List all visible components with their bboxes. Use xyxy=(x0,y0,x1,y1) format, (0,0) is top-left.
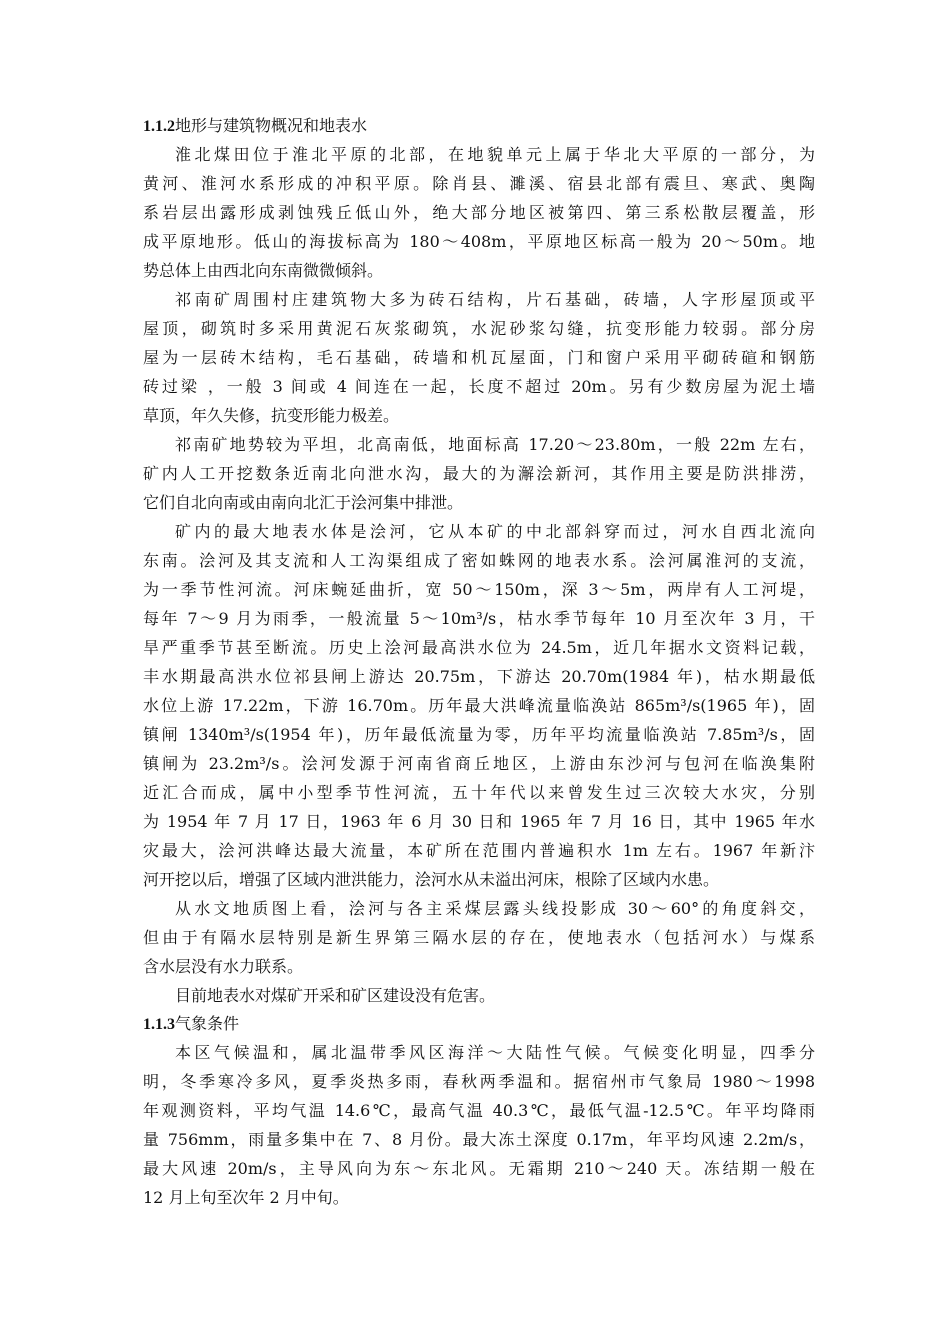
paragraph-climate xyxy=(143,1038,815,1212)
paragraph-topography xyxy=(143,430,815,517)
text-line: 屋顶，砌筑时多采用黄泥石灰浆砌筑，水泥砂浆勾缝，抗变形能力较弱。部分房 xyxy=(143,319,815,338)
text-line: 目前地表水对煤矿开采和矿区建设没有危害。 xyxy=(175,986,496,1005)
document-page xyxy=(143,112,815,1212)
text-line: 水位上游 17.22m，下游 16.70m。历年最大洪峰流量临涣站 865m³/s(1965 年)，固 xyxy=(143,696,815,715)
text-line: 成平原地形。低山的海拔标高为 180～408m，平原地区标高一般为 20～50m。地 xyxy=(143,232,815,251)
text-line: 旱严重季节甚至断流。历史上浍河最高洪水位为 24.5m，近几年据水文资料记载， xyxy=(143,638,815,657)
text-line: 最大风速 20m/s，主导风向为东～东北风。无霜期 210～240 天。冻结期一般在 xyxy=(143,1159,815,1178)
text-line: 12 月上旬至次年 2 月中旬。 xyxy=(143,1188,349,1207)
section-heading-1-1-2 xyxy=(143,112,815,140)
text-line: 屋为一层砖木结构，毛石基础，砖墙和机瓦屋面，门和窗户采用平砌砖碹和钢筋 xyxy=(143,348,815,367)
text-line: 黄河、淮河水系形成的冲积平原。除肖县、濉溪、宿县北部有震旦、寒武、奥陶 xyxy=(143,174,815,193)
text-line: 草顶，年久失修，抗变形能力极差。 xyxy=(143,406,400,425)
text-line: 为一季节性河流。河床蜿延曲折，宽 50～150m，深 3～5m，两岸有人工河堤， xyxy=(143,580,815,599)
text-line: 明，冬季寒冷多风，夏季炎热多雨，春秋两季温和。据宿州市气象局 1980～1998 xyxy=(143,1072,815,1091)
text-line: 势总体上由西北向东南微微倾斜。 xyxy=(143,261,384,280)
text-line: 每年 7～9 月为雨季，一般流量 5～10m³/s，枯水季节每年 10 月至次年 3 月，干 xyxy=(143,609,815,628)
text-line: 为 1954 年 7 月 17 日，1963 年 6 月 30 日和 1965 年 7 月 16 日，其中 1965 年水 xyxy=(143,812,815,831)
section-title: 气象条件 xyxy=(175,1014,240,1033)
text-line: 矿内人工开挖数条近南北向泄水沟，最大的为澥浍新河，其作用主要是防洪排涝， xyxy=(143,464,815,483)
paragraph-buildings xyxy=(143,285,815,430)
text-line: 祁南矿周围村庄建筑物大多为砖石结构，片石基础，砖墙，人字形屋顶或平 xyxy=(175,290,815,309)
paragraph-hydrogeology xyxy=(143,894,815,981)
text-line: 镇闸为 23.2m³/s。浍河发源于河南省商丘地区，上游由东沙河与包河在临涣集附 xyxy=(143,754,815,773)
section-heading-1-1-3 xyxy=(143,1010,815,1038)
text-line: 东南。浍河及其支流和人工沟渠组成了密如蛛网的地表水系。浍河属淮河的支流， xyxy=(143,551,815,570)
text-line: 年观测资料，平均气温 14.6℃，最高气温 40.3℃，最低气温-12.5℃。年平均降雨 xyxy=(143,1101,815,1120)
text-line: 近汇合而成，属中小型季节性河流，五十年代以来曾发生过三次较大水灾，分别 xyxy=(143,783,815,802)
section-title: 地形与建筑物概况和地表水 xyxy=(175,116,368,135)
text-line: 本区气候温和，属北温带季风区海洋～大陆性气候。气候变化明显，四季分 xyxy=(175,1043,815,1062)
text-line: 含水层没有水力联系。 xyxy=(143,957,304,976)
text-line: 河开挖以后，增强了区域内泄洪能力，浍河水从未溢出河床，根除了区域内水患。 xyxy=(143,870,720,889)
section-number: 1.1.2 xyxy=(143,118,175,135)
text-line: 镇闸 1340m³/s(1954 年)，历年最低流量为零，历年平均流量临涣站 7.85m³/s，固 xyxy=(143,725,815,744)
paragraph-surface-water xyxy=(143,517,815,894)
text-line: 但由于有隔水层特别是新生界第三隔水层的存在，使地表水（包括河水）与煤系 xyxy=(143,928,815,947)
text-line: 矿内的最大地表水体是浍河，它从本矿的中北部斜穿而过，河水自西北流向 xyxy=(175,522,815,541)
text-line: 丰水期最高洪水位祁县闸上游达 20.75m，下游达 20.70m(1984 年)，枯水期最低 xyxy=(143,667,815,686)
paragraph-terrain xyxy=(143,140,815,285)
text-line: 淮北煤田位于淮北平原的北部，在地貌单元上属于华北大平原的一部分，为 xyxy=(175,145,815,164)
text-line: 从水文地质图上看，浍河与各主采煤层露头线投影成 30～60°的角度斜交， xyxy=(175,899,815,918)
text-line: 砖过梁 ，一般 3 间或 4 间连在一起，长度不超过 20m。另有少数房屋为泥土墙 xyxy=(143,377,815,396)
text-line: 量 756mm，雨量多集中在 7、8 月份。最大冻土深度 0.17m，年平均风速 2.2m/s， xyxy=(143,1130,815,1149)
text-line: 它们自北向南或由南向北汇于浍河集中排泄。 xyxy=(143,493,464,512)
text-line: 系岩层出露形成剥蚀残丘低山外，绝大部分地区被第四、第三系松散层覆盖，形 xyxy=(143,203,815,222)
text-line: 祁南矿地势较为平坦，北高南低，地面标高 17.20～23.80m，一般 22m 左右， xyxy=(175,435,815,454)
section-number: 1.1.3 xyxy=(143,1016,175,1033)
paragraph-conclusion xyxy=(143,981,815,1010)
text-line: 灾最大，浍河洪峰达最大流量，本矿所在范围内普遍积水 1m 左右。1967 年新汴 xyxy=(143,841,815,860)
